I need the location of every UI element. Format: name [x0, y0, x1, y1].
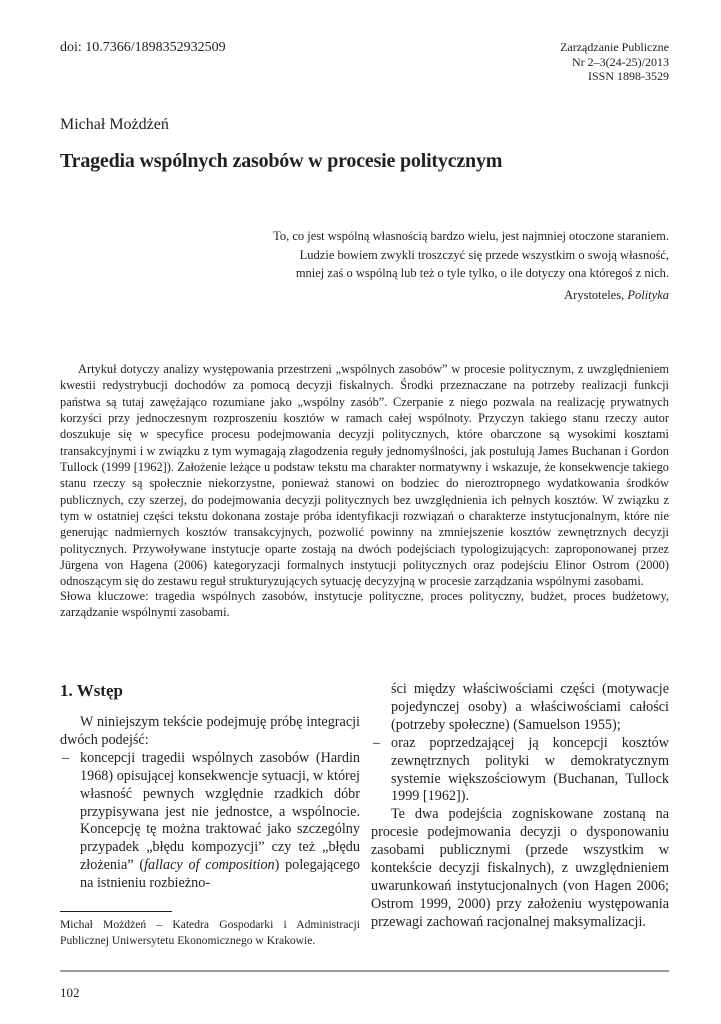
section-heading: 1. Wstęp — [60, 681, 123, 700]
motto-line: mniej zaś o wspólną lub też o tyle tylko, o ile dotyczy ona któregoś z nich. — [295, 266, 669, 280]
article-title: Tragedia wspólnych zasobów w procesie politycznym — [60, 150, 503, 172]
journal-info — [560, 40, 669, 84]
abstract: Artykuł dotyczy analizy występowania przestrzeni „wspólnych zasobów” w procesie politycznym, z uwzględnieniem kwestii redystrybucji dochodów za pomocą decyzji fiskalnych. Środki przeznaczane na potrzeby realizacji funkcji państwa są tutaj zawężająco rozumiane jako „wspólny zasób”. Czerpanie z niego pozwala na realizację prywatnych korzyści przy jednoczesnym rozproszeniu kosztów w ramach całej wspólnoty. Przyczyn takiego stanu rzeczy autor doszukuje się w specyfice procesu podejmowania decyzji politycznych, które obarczone są wysokimi kosztami transakcyjnymi i w związku z tym wymagają złagodzenia reguły jednomyślności, jak postulują James Buchanan i Gordon Tullock (1999 [1962]). Założenie leżące u podstaw tekstu ma charakter normatywny i wskazuje, że konsekwencje takiego stanu rzeczy są społecznie niekorzystne, ponieważ stanowi on bodziec do nieroztropnego wydatkowania środków publicznych, czy szerzej, do podejmowania decyzji politycznych bez uwzględnienia ich pełnych kosztów. W związku z tym w ostatniej części tekstu dokonana zostaje próba identyfikacji rozwiązań o charakterze instytucjonalnym, które nie generując nadmiernych kosztów transakcyjnych, pozwolić powinny na zmniejszenie kosztów zewnętrznych decyzji politycznych. Przywoływane instytucje oparte zostają na dwóch podejściach typologizujących: zaproponowanej przez Jürgena von Hagena (2006) kategoryzacji formalnych instytucji politycznych oraz podejściu Elinor Ostrom (2000) odnoszącym się do zestawu reguł strukturyzujących sytuację decyzyjną w procesie zarządzania wspólnymi zasobami. — [60, 362, 669, 589]
bullet-list — [60, 750, 360, 893]
motto-line: To, co jest wspólną własnością bardzo wielu, jest najmniej otoczone staraniem. — [273, 229, 669, 243]
body-paragraph: Te dwa podejścia zogniskowane zostaną na procesie podejmowania decyzji o dysponowaniu zasobami publicznymi (przede wszystkim w kontekście decyzji fiskalnych), z uwzględnieniem uwarunkowań instytucjonalnych (von Hagen 2006; Ostrom 1999, 2000) przy założeniu występowania przewagi zachowań racjonalnej maksymalizacji. — [371, 806, 669, 930]
motto-attribution-work: Polityka — [627, 288, 669, 302]
motto-attribution — [564, 288, 669, 303]
list-item-italic: fallacy of composition — [144, 857, 275, 874]
list-item — [60, 750, 360, 893]
keywords: Słowa kluczowe: tragedia wspólnych zasobów, instytucje polityczne, proces polityczny, budżet, proces budżetowy, zarządzanie wspólnymi zasobami. — [60, 589, 669, 620]
journal-issue: Nr 2–3(24-25)/2013 — [572, 54, 669, 69]
bullet-list — [371, 735, 669, 807]
footnote-rule — [60, 911, 172, 912]
body-column-right — [371, 681, 669, 932]
doi[interactable]: doi: 10.7366/1898352932509 — [60, 40, 226, 55]
journal-issn: ISSN 1898-3529 — [587, 69, 669, 83]
motto — [189, 227, 669, 283]
journal-name: Zarządzanie Publiczne — [560, 40, 669, 54]
motto-attribution-author: Arystoteles, — [564, 288, 628, 302]
list-item-continuation: ści między właściwościami części (motywacje pojedynczej osoby) a właściwościami całości (potrzeby społeczne) (Samuelson 1955); — [391, 681, 669, 733]
list-item-text: koncepcji tragedii wspólnych zasobów (Hardin 1968) opisującej konsekwencje sytuacji, w której własność pewnych względnie rzadkich dóbr przypisywana jest nie jednostce, a wspólnocie. Koncepcję tę można traktować jako szczególny przypadek „błędu kompozycji” czy też „błędu złożenia” ( — [80, 749, 360, 874]
list-item: – oraz poprzedzającej ją koncepcji kosztów zewnętrznych polityki w demokratycznym systemie większościowym (Buchanan, Tullock 1999 [1962]). — [371, 735, 669, 807]
body-column-left — [60, 681, 360, 893]
footnote: Michał Możdżeń – Katedra Gospodarki i Administracji Publicznej Uniwersytetu Ekonomicznego w Krakowie. — [60, 918, 360, 947]
list-item-text: ) polegającego na istnieniu rozbieżno- — [80, 857, 361, 892]
page-divider — [60, 970, 669, 972]
author-name: Michał Możdżeń — [60, 116, 169, 133]
body-paragraph: W niniejszym tekście podejmuję próbę integracji dwóch podejść: — [60, 714, 360, 748]
motto-line: Ludzie bowiem zwykli troszczyć się przede wszystkim o swoją własność, — [299, 247, 669, 262]
page-number: 102 — [60, 985, 80, 1000]
